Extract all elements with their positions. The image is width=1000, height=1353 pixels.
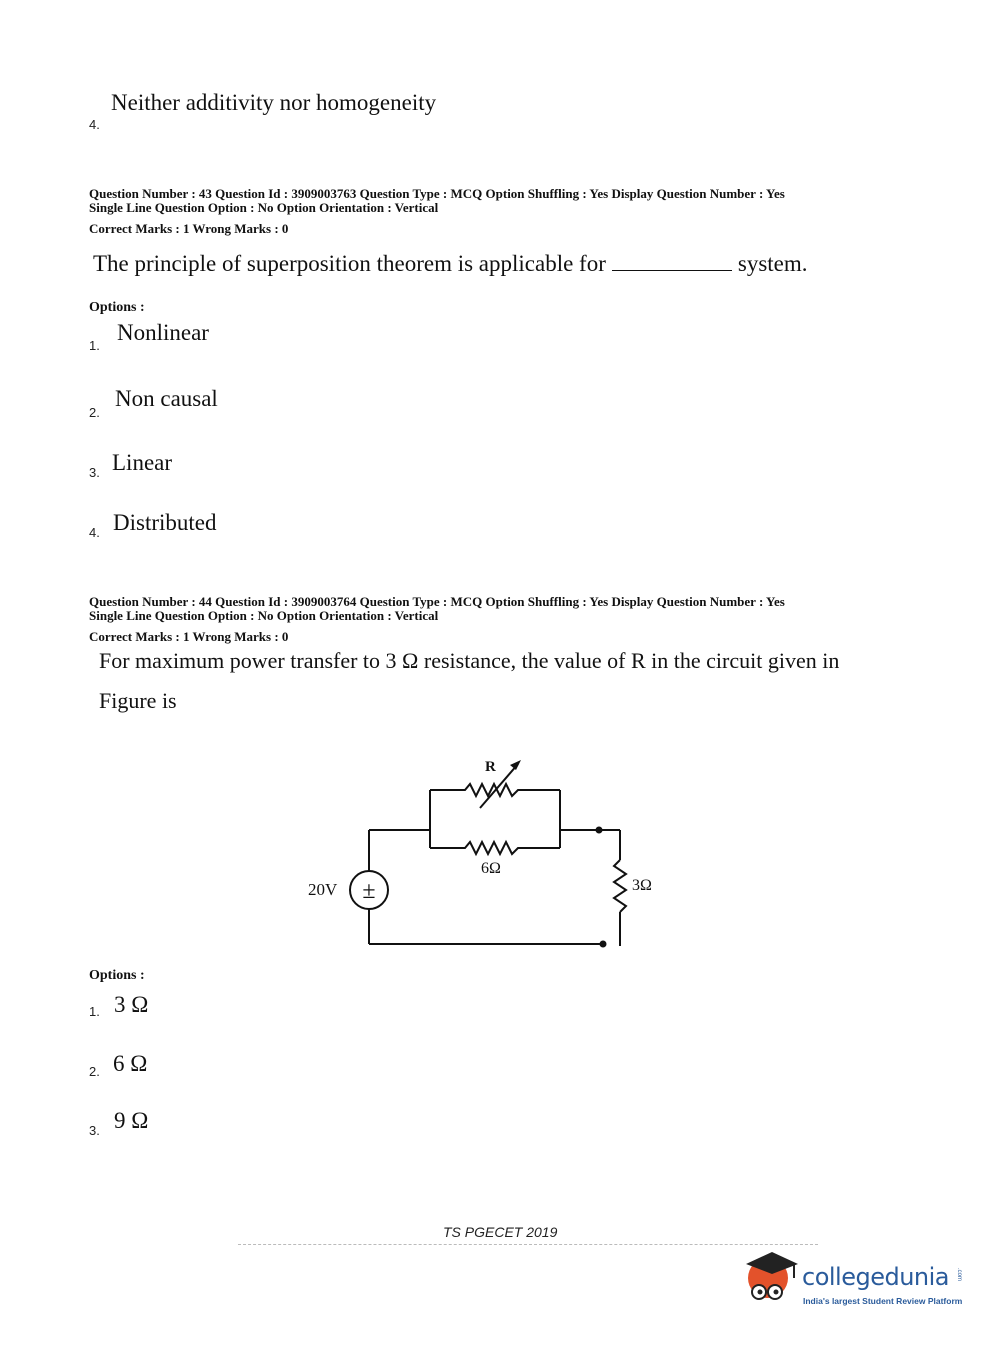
q43-option-4-number: 4. xyxy=(89,525,100,540)
circuit-diagram xyxy=(300,750,670,960)
logo-tagline: India's largest Student Review Platform xyxy=(803,1296,963,1306)
q44-option-1-number: 1. xyxy=(89,1004,100,1019)
q43-question xyxy=(93,250,808,277)
logo-suffix: .com xyxy=(956,1268,962,1282)
circuit-node-bottom xyxy=(600,941,607,948)
q44-meta-line2: Single Line Question Option : No Option Orientation : Vertical xyxy=(89,608,439,623)
q43-option-4-text: Distributed xyxy=(113,510,217,535)
logo-name: collegedunia xyxy=(802,1263,950,1291)
circuit-resistor-3ohm xyxy=(614,860,626,912)
q44-option-3-text: 9 Ω xyxy=(114,1108,149,1133)
q44-options-label: Options : xyxy=(89,968,145,983)
footer-divider xyxy=(238,1244,818,1245)
q44-meta-line1: Question Number : 44 Question Id : 3909003764 Question Type : MCQ Option Shuffling : Yes Display Question Number : Yes xyxy=(89,594,785,609)
q44-option-1-text: 3 Ω xyxy=(114,992,149,1017)
q43-option-2-number: 2. xyxy=(89,405,100,420)
q43-option-3-number: 3. xyxy=(89,465,100,480)
q43-option-2-text: Non causal xyxy=(115,386,218,411)
circuit-arrow-head xyxy=(510,760,521,770)
q44-option-2-text: 6 Ω xyxy=(113,1051,148,1076)
q43-question-after: system. xyxy=(737,251,808,276)
circuit-6ohm-label: 6Ω xyxy=(481,860,501,877)
q43-meta-line2: Single Line Question Option : No Option Orientation : Vertical xyxy=(89,200,439,215)
circuit-source-symbol: ± xyxy=(362,878,376,904)
footer-exam-name: TS PGECET 2019 xyxy=(443,1224,558,1240)
q44-option-3-number: 3. xyxy=(89,1123,100,1138)
circuit-R-label: R xyxy=(485,759,496,775)
q43-option-1-number: 1. xyxy=(89,338,100,353)
q44-question-line1: For maximum power transfer to 3 Ω resistance, the value of R in the circuit given in xyxy=(99,648,840,673)
q44-question-line2: Figure is xyxy=(99,688,177,713)
q44-option-2-number: 2. xyxy=(89,1064,100,1079)
q43-marks: Correct Marks : 1 Wrong Marks : 0 xyxy=(89,221,289,236)
q43-option-3-text: Linear xyxy=(112,450,173,475)
q43-options-label: Options : xyxy=(89,300,145,315)
q43-option-1-text: Nonlinear xyxy=(117,320,209,345)
circuit-node-top xyxy=(596,827,603,834)
circuit-source-label: 20V xyxy=(308,880,338,899)
prev-option-number: 4. xyxy=(89,117,100,132)
prev-option-text: Neither additivity nor homogeneity xyxy=(111,90,437,115)
collegedunia-mascot-icon xyxy=(742,1246,802,1308)
q43-meta-line1: Question Number : 43 Question Id : 3909003763 Question Type : MCQ Option Shuffling : Yes Display Question Number : Yes xyxy=(89,186,785,201)
q43-blank xyxy=(612,250,732,271)
q44-marks: Correct Marks : 1 Wrong Marks : 0 xyxy=(89,629,289,644)
q43-question-before: The principle of superposition theorem is applicable for xyxy=(93,251,606,276)
circuit-3ohm-label: 3Ω xyxy=(632,877,652,894)
circuit-resistor-6ohm xyxy=(430,842,560,854)
